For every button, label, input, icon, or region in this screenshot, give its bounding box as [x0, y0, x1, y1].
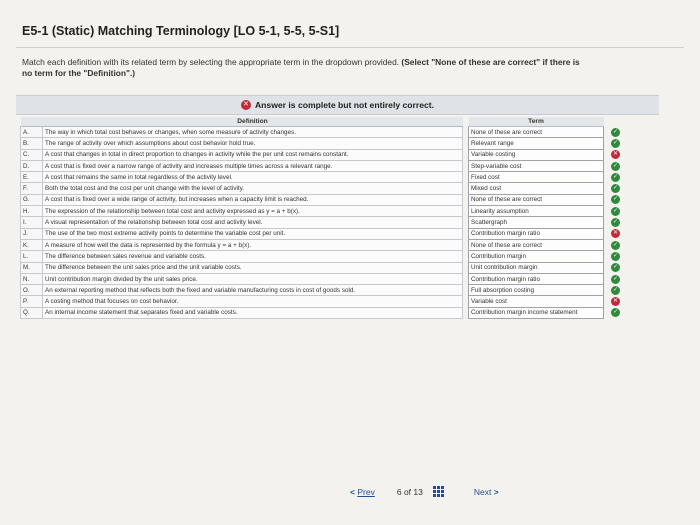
page-title: E5-1 (Static) Matching Terminology [LO 5-1, 5-5, 5-S1]	[22, 24, 340, 38]
table-row	[21, 183, 628, 194]
table-row	[21, 127, 628, 138]
table-row	[21, 262, 628, 273]
row-letter: D.	[21, 160, 43, 171]
term-dropdown[interactable]: Variable costing	[469, 149, 604, 160]
row-letter: J.	[21, 228, 43, 239]
instructions-bold: (Select "None of these are correct" if there is no term for the "Definition".)	[22, 57, 580, 78]
row-definition: The difference between the unit sales price and the unit variable costs.	[43, 262, 463, 273]
next-button[interactable]: Next	[473, 486, 492, 497]
row-definition: An internal income statement that separates fixed and variable costs.	[43, 307, 463, 318]
x-circle-icon: ✕	[612, 298, 619, 305]
row-definition: An external reporting method that reflects both the fixed and variable manufacturing costs in cost of goods sold.	[43, 285, 463, 296]
x-circle-icon: ✕	[241, 100, 251, 110]
table-row	[21, 138, 628, 149]
term-dropdown[interactable]: Contribution margin ratio	[469, 273, 604, 284]
check-circle-icon: ✓	[612, 264, 619, 271]
prev-button[interactable]: Prev	[357, 486, 375, 497]
row-letter: B.	[21, 138, 43, 149]
table-row	[21, 172, 628, 183]
page-current: 6	[396, 486, 402, 497]
term-dropdown[interactable]: None of these are correct	[469, 194, 604, 205]
row-definition: A cost that remains the same in total regardless of the activity level.	[43, 172, 463, 183]
row-letter: L.	[21, 251, 43, 262]
check-circle-icon: ✓	[612, 196, 619, 203]
row-letter: I.	[21, 217, 43, 228]
table-row	[21, 307, 628, 318]
table-row	[21, 228, 628, 239]
page-total: 13	[413, 486, 423, 497]
row-definition: A cost that is fixed over a narrow range of activity and increases multiple times across a relevant range.	[43, 160, 463, 171]
check-circle-icon: ✓	[612, 139, 619, 146]
row-definition: A costing method that focuses on cost behavior.	[43, 296, 463, 307]
row-letter: Q.	[21, 307, 43, 318]
term-dropdown[interactable]: Contribution margin ratio	[469, 228, 604, 239]
table-row	[21, 206, 628, 217]
row-letter: P.	[21, 296, 43, 307]
divider	[16, 47, 684, 48]
check-circle-icon: ✓	[612, 275, 619, 282]
term-header: Term	[469, 117, 604, 127]
matching-table	[20, 117, 628, 319]
result-message: Answer is complete but not entirely correct.	[254, 100, 435, 110]
check-circle-icon: ✓	[612, 162, 619, 169]
table-row	[21, 239, 628, 250]
row-letter: G.	[21, 194, 43, 205]
instructions	[22, 57, 582, 79]
instructions-text: Match each definition with its related term by selecting the appropriate term in the dropdown provided.	[22, 57, 402, 67]
table-row	[21, 149, 628, 160]
term-dropdown[interactable]: None of these are correct	[469, 239, 604, 250]
check-circle-icon: ✓	[612, 128, 619, 135]
row-definition: The way in which total cost behaves or changes, when some measure of activity changes.	[43, 127, 463, 138]
check-circle-icon: ✓	[612, 173, 619, 180]
page-indicator	[397, 487, 423, 497]
check-circle-icon: ✓	[612, 185, 619, 192]
term-dropdown[interactable]: Contribution margin	[469, 251, 604, 262]
row-letter: K.	[21, 239, 43, 250]
row-definition: A cost that is fixed over a wide range of activity, but increases when a capacity limit is reached.	[43, 194, 463, 205]
check-circle-icon: ✓	[612, 286, 619, 293]
row-definition: A cost that changes in total in direct proportion to changes in activity while the per unit cost remains constant.	[43, 149, 463, 160]
row-definition: The range of activity over which assumptions about cost behavior hold true.	[43, 138, 463, 149]
row-definition: A visual representation of the relationship between total cost and activity level.	[43, 217, 463, 228]
definition-header: Definition	[43, 117, 463, 127]
row-letter: O.	[21, 285, 43, 296]
check-circle-icon: ✓	[612, 241, 619, 248]
row-definition: Unit contribution margin divided by the unit sales price.	[43, 273, 463, 284]
row-definition: The expression of the relationship between total cost and activity expressed as y = a + b(x).	[43, 206, 463, 217]
term-dropdown[interactable]: Step-variable cost	[469, 160, 604, 171]
chevron-left-icon[interactable]: <	[350, 486, 355, 497]
row-letter: N.	[21, 273, 43, 284]
table-row	[21, 160, 628, 171]
table-row	[21, 273, 628, 284]
row-definition: The difference between sales revenue and variable costs.	[43, 251, 463, 262]
term-dropdown[interactable]: Relevant range	[469, 138, 604, 149]
term-dropdown[interactable]: Mixed cost	[469, 183, 604, 194]
chevron-right-icon[interactable]: >	[493, 486, 499, 497]
row-letter: H.	[21, 206, 43, 217]
page-of: of	[403, 486, 412, 497]
grid-icon[interactable]	[433, 486, 444, 497]
check-circle-icon: ✓	[612, 207, 619, 214]
row-letter: A.	[21, 127, 43, 138]
term-dropdown[interactable]: Linearity assumption	[469, 206, 604, 217]
result-banner	[16, 95, 659, 115]
check-circle-icon: ✓	[612, 219, 619, 226]
row-letter: C.	[21, 149, 43, 160]
row-letter: F.	[21, 183, 43, 194]
row-definition: Both the total cost and the cost per unit change with the level of activity.	[43, 183, 463, 194]
row-letter: M.	[21, 262, 43, 273]
term-dropdown[interactable]: None of these are correct	[469, 127, 604, 138]
table-row	[21, 296, 628, 307]
x-circle-icon: ✕	[612, 151, 619, 158]
x-circle-icon: ✕	[612, 230, 619, 237]
term-dropdown[interactable]: Contribution margin income statement	[469, 307, 604, 318]
term-dropdown[interactable]: Unit contribution margin	[469, 262, 604, 273]
letter-header	[21, 117, 43, 127]
table-row	[21, 285, 628, 296]
row-definition: The use of the two most extreme activity points to determine the variable cost per unit.	[43, 228, 463, 239]
table-row	[21, 194, 628, 205]
term-dropdown[interactable]: Scattergraph	[469, 217, 604, 228]
term-dropdown[interactable]: Fixed cost	[469, 172, 604, 183]
row-letter: E.	[21, 172, 43, 183]
row-definition: A measure of how well the data is represented by the formula y = a + b(x).	[43, 239, 463, 250]
term-dropdown[interactable]: Variable cost	[469, 296, 604, 307]
pagination	[350, 486, 499, 497]
check-circle-icon: ✓	[612, 252, 619, 259]
term-dropdown[interactable]: Full absorption costing	[469, 285, 604, 296]
check-circle-icon: ✓	[613, 309, 619, 316]
table-row	[21, 251, 628, 262]
table-row	[21, 217, 628, 228]
